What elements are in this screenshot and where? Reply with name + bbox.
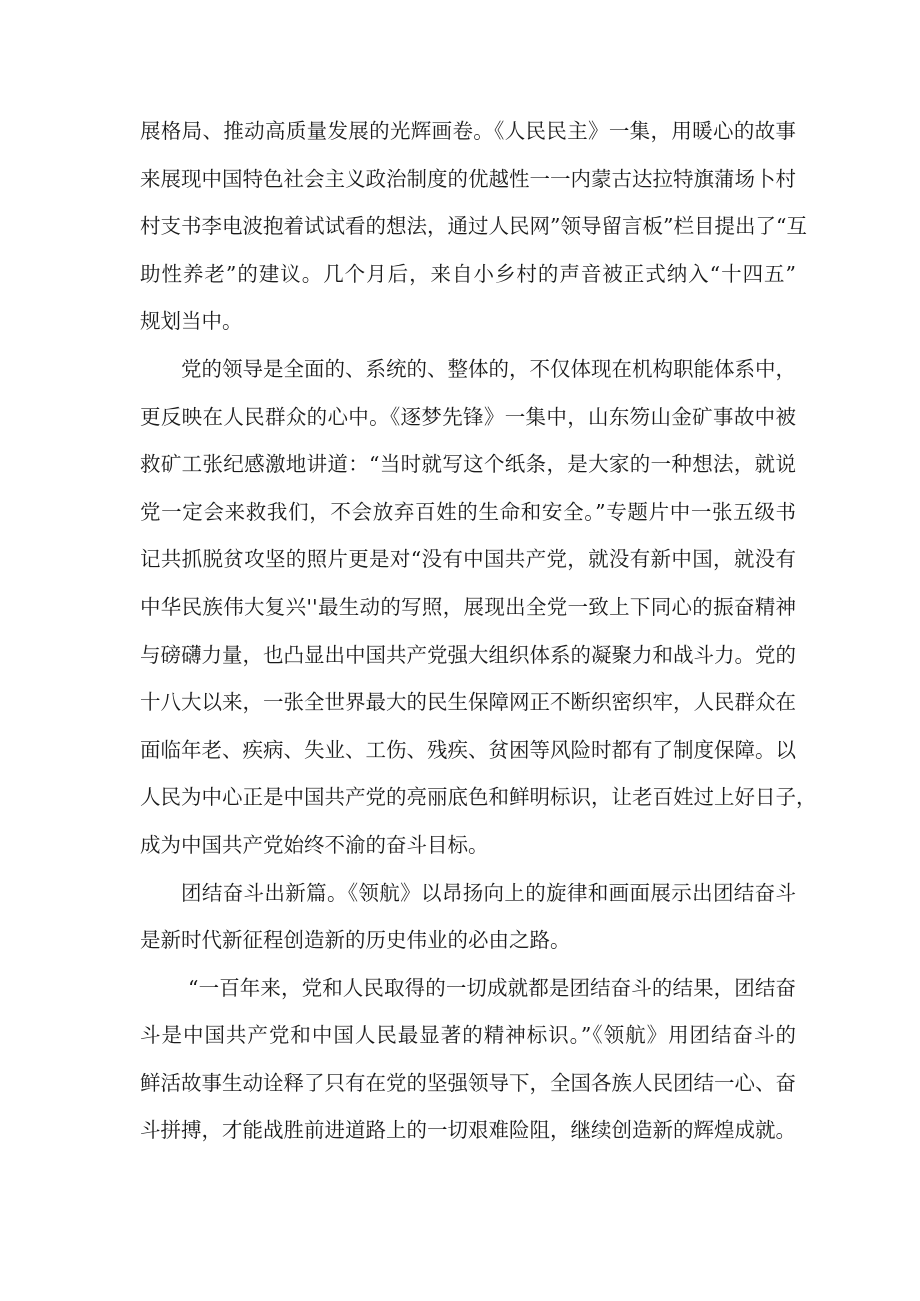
- paragraph-line: 面临年老、疾病、失业、工伤、残疾、贫困等风险时都有了制度保障。以: [140, 737, 796, 762]
- paragraph-line: 来展现中国特色社会主义政治制度的优越性一一内蒙古达拉特旗蒲场卜村: [140, 166, 796, 191]
- paragraph-line: 人民为中心正是中国共产党的亮丽底色和鲜明标识，让老百姓过上好日子，: [140, 785, 817, 810]
- paragraph-line: 成为中国共产党始终不渝的奋斗目标。: [140, 832, 489, 857]
- paragraph-2: [140, 346, 817, 870]
- paragraph-1: [140, 108, 807, 346]
- paragraph-line: 鲜活故事生动诠释了只有在党的坚强领导下，全国各族人民团结一心、奋: [140, 1070, 796, 1095]
- paragraph-line: 中华民族伟大复兴''最生动的写照，展现出全党一致上下同心的振奋精神: [140, 594, 796, 619]
- paragraph-line: 村支书李电波抱着试试看的想法，通过人民网”领导留言板”栏目提出了“互: [140, 214, 807, 239]
- paragraph-line: “一百年来，党和人民取得的一切成就都是团结奋斗的结果，团结奋: [188, 975, 796, 1000]
- paragraph-line: 党的领导是全面的、系统的、整体的，不仅体现在机构职能体系中，: [181, 356, 796, 381]
- paragraph-line: 斗是中国共产党和中国人民最显著的精神标识。”《领航》用团结奋斗的: [140, 1023, 796, 1048]
- paragraph-line: 团结奋斗出新篇。《领航》以昂扬向上的旋律和画面展示出团结奋斗: [181, 880, 796, 905]
- paragraph-line: 助性养老”的建议。几个月后，来自小乡村的声音被正式纳入“十四五”: [140, 261, 796, 286]
- paragraph-line: 党一定会来救我们，不会放弃百姓的生命和安全。”专题片中一张五级书: [140, 499, 796, 524]
- paragraph-line: 更反映在人民群众的心中。《逐梦先锋》一集中，山东笏山金矿事故中被: [140, 404, 796, 429]
- paragraph-line: 是新时代新征程创造新的历史伟业的必由之路。: [140, 928, 571, 953]
- paragraph-line: 十八大以来，一张全世界最大的民生保障网正不断织密织牢，人民群众在: [140, 690, 796, 715]
- paragraph-4: [140, 965, 796, 1155]
- paragraph-line: 展格局、推动高质量发展的光辉画卷。《人民民主》一集，用暖心的故事: [140, 119, 796, 143]
- paragraph-3: [140, 870, 796, 965]
- paragraph-line: 记共抓脱贫攻坚的照片更是对“没有中国共产党，就没有新中国，就没有: [140, 547, 796, 572]
- paragraph-line: 与磅礴力量，也凸显出中国共产党强大组织体系的凝聚力和战斗力。党的: [140, 642, 796, 667]
- paragraph-line: 救矿工张纪感激地讲道：“当时就写这个纸条，是大家的一种想法，就说: [140, 452, 796, 477]
- paragraph-line: 斗拼搏，才能战胜前进道路上的一切艰难险阻，继续创造新的辉煌成就。: [140, 1118, 796, 1143]
- paragraph-line: 规划当中。: [140, 309, 243, 334]
